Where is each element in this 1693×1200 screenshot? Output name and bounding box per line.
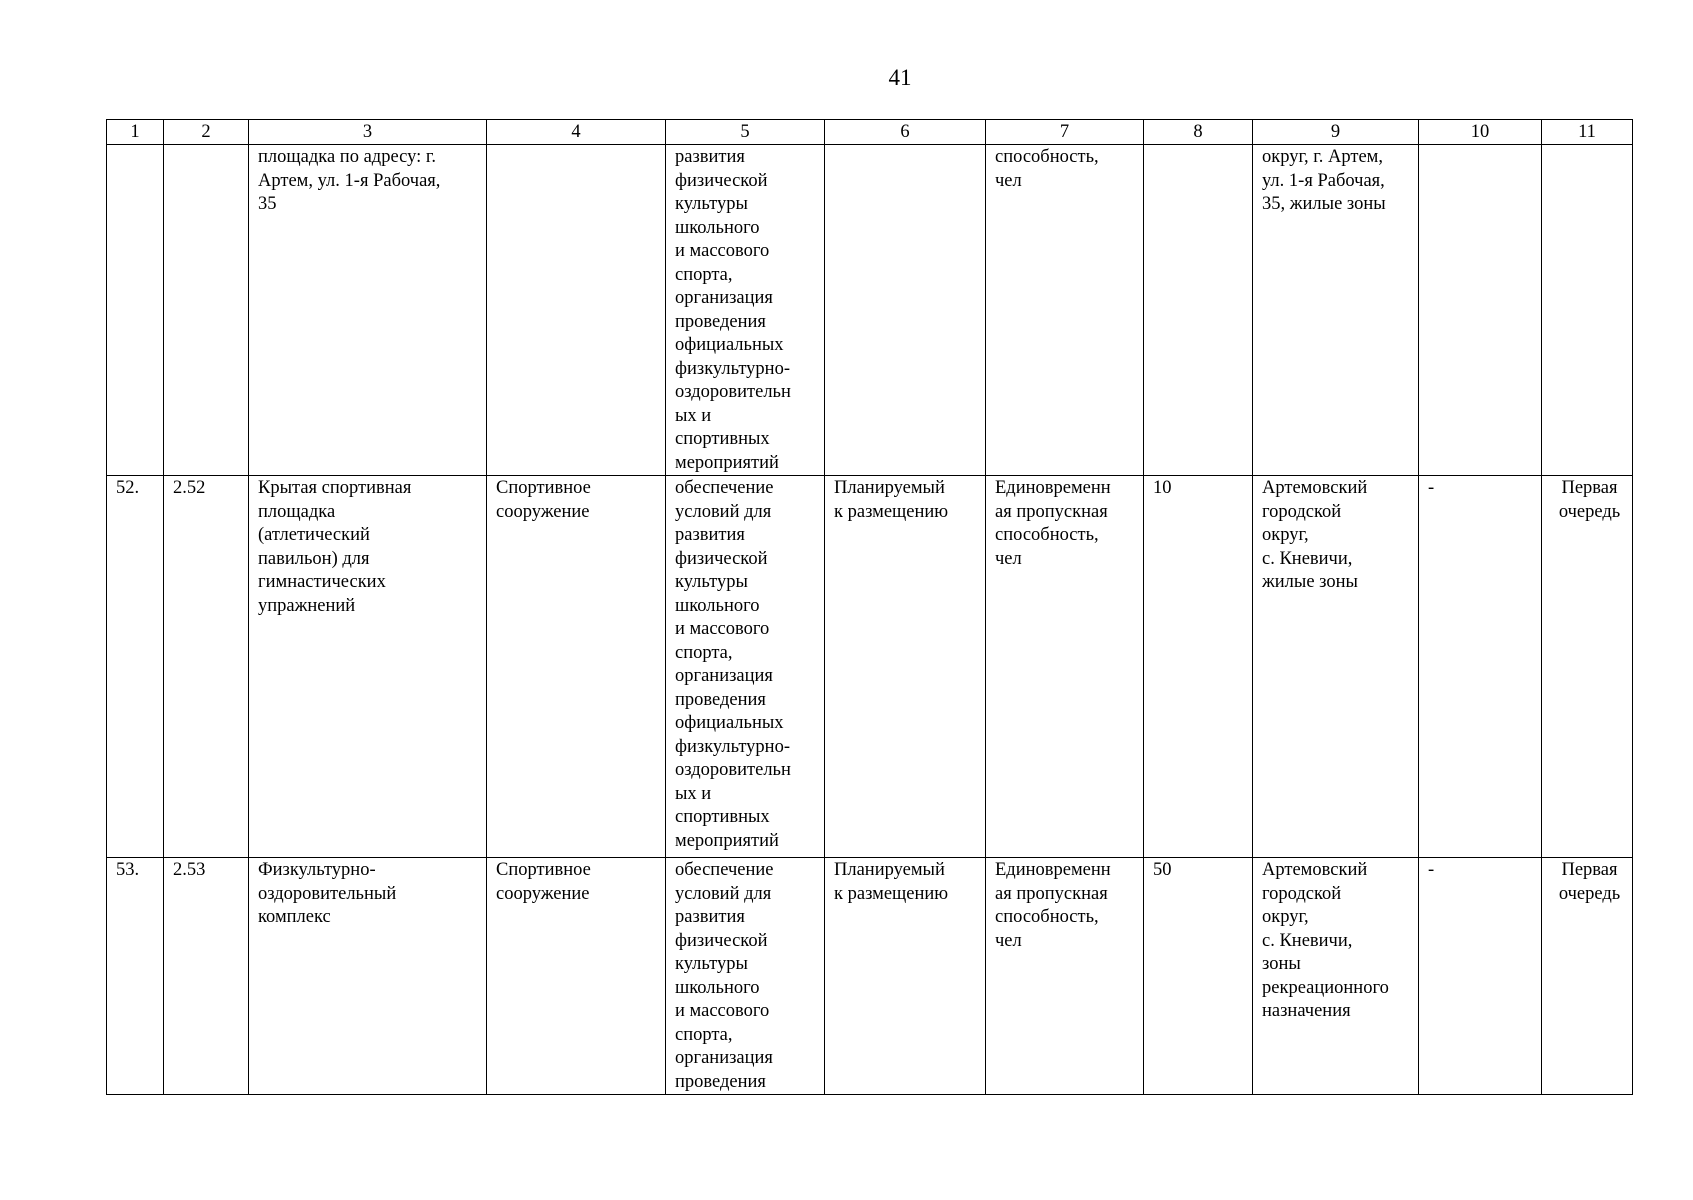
header-row <box>107 120 1633 145</box>
column-header: 10 <box>1419 120 1542 145</box>
cell-object-type <box>487 145 666 476</box>
cell-characteristic: способность, чел <box>986 145 1144 476</box>
cell-purpose: обеспечение условий для развития физической культуры школьного и массового спорта, организация проведения официальных физкультурно- оздоровительн ых и спортивных мероприятий <box>666 476 825 858</box>
column-header: 3 <box>249 120 487 145</box>
cell-status: Планируемый к размещению <box>825 858 986 1095</box>
cell-stage: Первая очередь <box>1542 476 1633 858</box>
column-header: 8 <box>1144 120 1253 145</box>
cell-value: 10 <box>1144 476 1253 858</box>
column-header: 11 <box>1542 120 1633 145</box>
cell-object-type: Спортивное сооружение <box>487 858 666 1095</box>
cell-zone: - <box>1419 858 1542 1095</box>
cell-number: 53. <box>107 858 164 1095</box>
cell-location: Артемовский городской округ, с. Кневичи, жилые зоны <box>1253 476 1419 858</box>
cell-stage <box>1542 145 1633 476</box>
cell-object-name: Физкультурно- оздоровительный комплекс <box>249 858 487 1095</box>
column-header: 2 <box>164 120 249 145</box>
cell-object-name: площадка по адресу: г. Артем, ул. 1-я Рабочая, 35 <box>249 145 487 476</box>
page-number: 41 <box>888 65 912 90</box>
cell-status <box>825 145 986 476</box>
cell-characteristic: Единовременн ая пропускная способность, чел <box>986 476 1144 858</box>
column-header: 4 <box>487 120 666 145</box>
cell-zone <box>1419 145 1542 476</box>
cell-code: 2.53 <box>164 858 249 1095</box>
cell-stage: Первая очередь <box>1542 858 1633 1095</box>
cell-location: Артемовский городской округ, с. Кневичи, зоны рекреационного назначения <box>1253 858 1419 1095</box>
table-row <box>107 476 1633 858</box>
planning-table <box>106 119 1633 1095</box>
column-header: 6 <box>825 120 986 145</box>
cell-characteristic: Единовременн ая пропускная способность, чел <box>986 858 1144 1095</box>
cell-purpose: обеспечение условий для развития физической культуры школьного и массового спорта, организация проведения <box>666 858 825 1095</box>
table-row <box>107 858 1633 1095</box>
cell-number: 52. <box>107 476 164 858</box>
cell-object-type: Спортивное сооружение <box>487 476 666 858</box>
cell-zone: - <box>1419 476 1542 858</box>
cell-location: округ, г. Артем, ул. 1-я Рабочая, 35, жилые зоны <box>1253 145 1419 476</box>
column-header: 7 <box>986 120 1144 145</box>
cell-value: 50 <box>1144 858 1253 1095</box>
cell-value <box>1144 145 1253 476</box>
cell-purpose: развития физической культуры школьного и массового спорта, организация проведения официальных физкультурно- оздоровительн ых и спортивных мероприятий <box>666 145 825 476</box>
cell-object-name: Крытая спортивная площадка (атлетический павильон) для гимнастических упражнений <box>249 476 487 858</box>
column-header: 9 <box>1253 120 1419 145</box>
cell-status: Планируемый к размещению <box>825 476 986 858</box>
column-header: 5 <box>666 120 825 145</box>
column-header: 1 <box>107 120 164 145</box>
table-row <box>107 145 1633 476</box>
cell-code: 2.52 <box>164 476 249 858</box>
cell-code <box>164 145 249 476</box>
cell-number <box>107 145 164 476</box>
